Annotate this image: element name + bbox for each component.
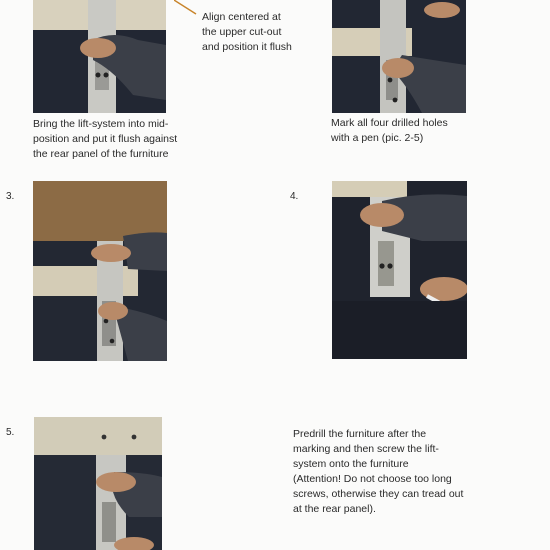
step5-photo xyxy=(34,417,162,550)
step3-photo xyxy=(33,181,167,361)
step4-photo xyxy=(332,181,467,359)
step1-photo xyxy=(33,0,166,113)
step5-instruction: Predrill the furniture after the marking and then screw the lift- system onto the furniture (Attention! Do not choose too long screws, otherwise they can tread out at the rear panel). xyxy=(293,428,464,515)
callout-align-text: Align centered at the upper cut-out and position it flush xyxy=(202,11,292,53)
step2-photo xyxy=(332,0,466,113)
step1-caption: Bring the lift-system into mid- position and put it flush against the rear panel of the furniture xyxy=(33,118,178,160)
step2-caption: Mark all four drilled holes with a pen (pic. 2-5) xyxy=(331,117,448,144)
step5-number: 5. xyxy=(6,427,15,438)
step4-number: 4. xyxy=(290,191,299,202)
step3-number: 3. xyxy=(6,191,15,202)
callout-leader-line xyxy=(174,0,198,16)
